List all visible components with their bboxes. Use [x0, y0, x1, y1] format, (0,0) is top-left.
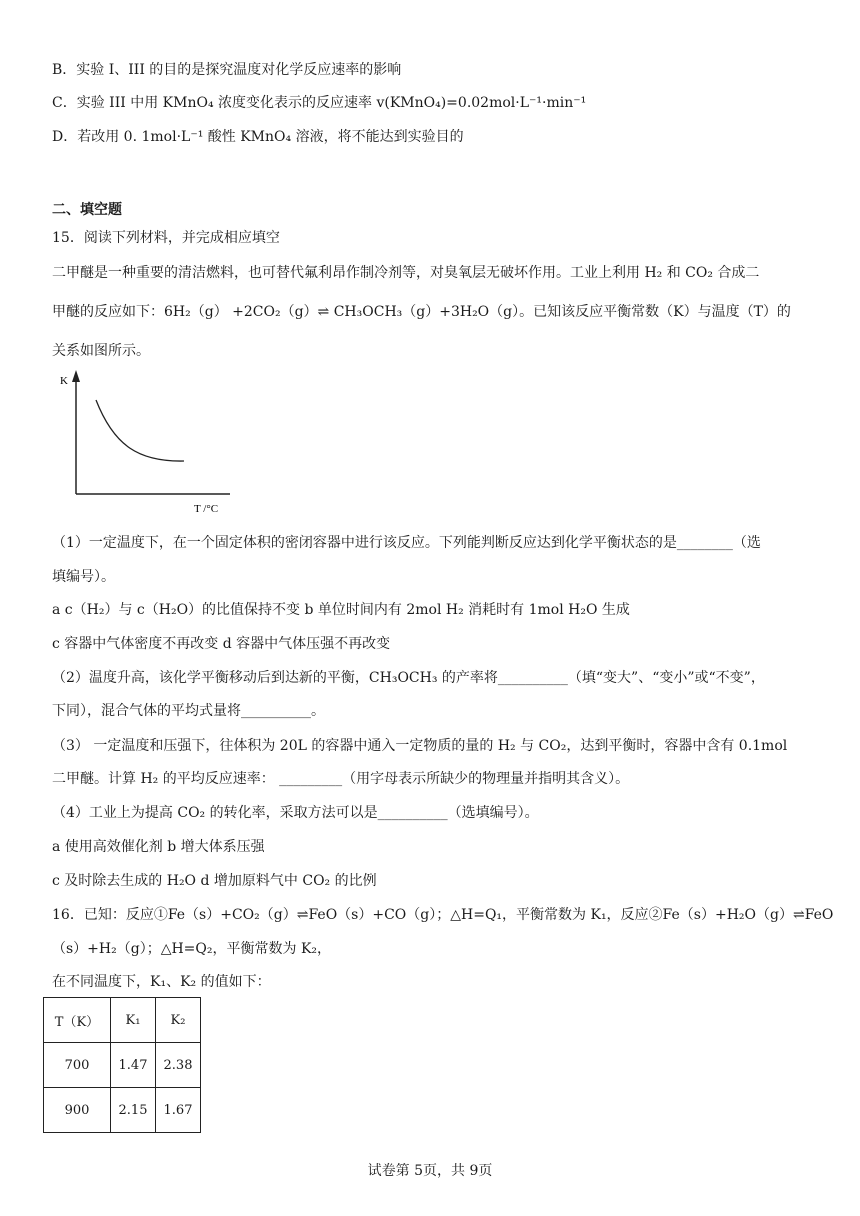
paragraph-line-3: 关系如图所示。 [52, 343, 150, 359]
x-axis-label: T /°C [194, 503, 219, 515]
k-values-table [43, 997, 201, 1133]
options-1-cd: c 容器中气体密度不再改变 d 容器中气体压强不再改变 [52, 636, 391, 652]
sub-question-4: （4）工业上为提高 CO₂ 的转化率，采取方法可以是__________（选填编号）。 [52, 805, 539, 821]
y-axis-arrow [72, 370, 80, 382]
page-footer: 试卷第 5页，共 9页 [367, 1163, 493, 1179]
table-cell: 700 [44, 1043, 111, 1088]
question-15-title: 15．阅读下列材料，并完成相应填空 [52, 230, 280, 246]
sub-question-3b: 二甲醚。计算 H₂ 的平均反应速率： _________（用字母表示所缺少的物理量并指明其含义）。 [52, 771, 630, 787]
sub-question-2a: （2）温度升高，该化学平衡移动后到达新的平衡，CH₃OCH₃ 的产率将__________（填“变大”、“变小”或“不变”， [52, 670, 765, 686]
sub-question-3a: （3） 一定温度和压强下，往体积为 20L 的容器中通入一定物质的量的 H₂ 与 CO₂，达到平衡时，容器中含有 0.1mol [52, 738, 788, 754]
table-cell: 900 [44, 1088, 111, 1133]
table-cell: 2.15 [111, 1088, 156, 1133]
table-cell: 1.47 [111, 1043, 156, 1088]
table-row [44, 1088, 201, 1133]
k-vs-t-graph [54, 366, 244, 516]
y-axis-label: K [60, 375, 68, 387]
table-header-row [44, 998, 201, 1043]
options-1-ab: a c（H₂）与 c（H₂O）的比值保持不变 b 单位时间内有 2mol H₂ 消耗时有 1mol H₂O 生成 [52, 602, 630, 618]
paragraph-line-2: 甲醚的反应如下：6H₂（g） +2CO₂（g）⇌ CH₃OCH₃（g）+3H₂O（g）。已知该反应平衡常数（K）与温度（T）的 [52, 304, 791, 320]
table-header-cell: T（K） [44, 998, 111, 1043]
question-16-line-3: 在不同温度下，K₁、K₂ 的值如下： [52, 974, 271, 990]
question-16-line-2: （s）+H₂（g）；△H=Q₂，平衡常数为 K₂， [52, 941, 332, 957]
section-heading: 二、填空题 [52, 202, 122, 218]
sub-question-1a: （1）一定温度下，在一个固定体积的密闭容器中进行该反应。下列能判断反应达到化学平衡状态的是________（选 [52, 535, 761, 551]
option-d-line: D．若改用 0. 1mol·L⁻¹ 酸性 KMnO₄ 溶液，将不能达到实验目的 [52, 129, 464, 145]
sub-question-2b: 下同），混合气体的平均式量将__________。 [52, 703, 325, 719]
option-c-line: C．实验 III 中用 KMnO₄ 浓度变化表示的反应速率 v(KMnO₄)=0.02mol·L⁻¹·min⁻¹ [52, 95, 587, 111]
option-b-line: B．实验 I、III 的目的是探究温度对化学反应速率的影响 [52, 62, 402, 78]
options-4-cd: c 及时除去生成的 H₂O d 增加原料气中 CO₂ 的比例 [52, 873, 377, 889]
k-curve [96, 400, 184, 461]
table-cell: 2.38 [156, 1043, 201, 1088]
table-row [44, 1043, 201, 1088]
table-header-cell: K₁ [111, 998, 156, 1043]
paragraph-line-1: 二甲醚是一种重要的清洁燃料，也可替代氟利昂作制冷剂等，对臭氧层无破坏作用。工业上利用 H₂ 和 CO₂ 合成二 [52, 265, 760, 281]
options-4-ab: a 使用高效催化剂 b 增大体系压强 [52, 839, 265, 855]
table-cell: 1.67 [156, 1088, 201, 1133]
table-header-cell: K₂ [156, 998, 201, 1043]
question-16-line-1: 16．已知：反应①Fe（s）+CO₂（g）⇌FeO（s）+CO（g）；△H=Q₁，平衡常数为 K₁，反应②Fe（s）+H₂O（g）⇌FeO [52, 907, 834, 923]
sub-question-1b: 填编号）。 [52, 569, 115, 585]
